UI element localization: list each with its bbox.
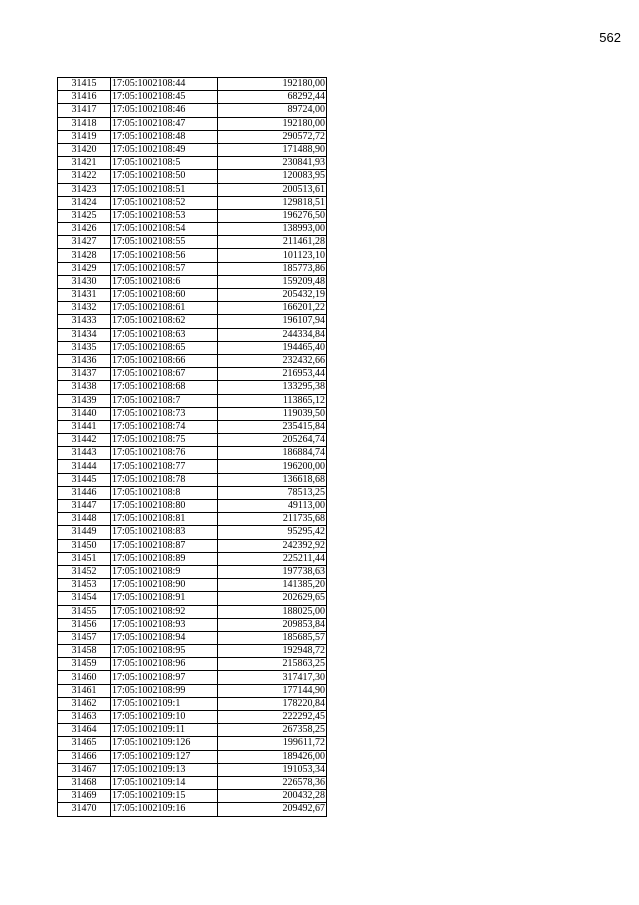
cadastral-code-cell: 17:05:1002109:14 <box>111 776 218 789</box>
amount-cell: 225211,44 <box>218 552 327 565</box>
cadastral-code-cell: 17:05:1002108:5 <box>111 157 218 170</box>
amount-cell: 194465,40 <box>218 341 327 354</box>
table-row <box>58 236 327 249</box>
cadastral-code-cell: 17:05:1002108:96 <box>111 658 218 671</box>
cadastral-code-cell: 17:05:1002108:56 <box>111 249 218 262</box>
table-row <box>58 592 327 605</box>
cadastral-code-cell: 17:05:1002108:57 <box>111 262 218 275</box>
cadastral-code-cell: 17:05:1002108:76 <box>111 447 218 460</box>
amount-cell: 205264,74 <box>218 434 327 447</box>
table-row <box>58 143 327 156</box>
row-number-cell: 31436 <box>58 354 111 367</box>
amount-cell: 211735,68 <box>218 513 327 526</box>
row-number-cell: 31449 <box>58 526 111 539</box>
row-number-cell: 31435 <box>58 341 111 354</box>
amount-cell: 186884,74 <box>218 447 327 460</box>
table-row <box>58 711 327 724</box>
table-row <box>58 539 327 552</box>
table-row <box>58 91 327 104</box>
table-row <box>58 394 327 407</box>
amount-cell: 68292,44 <box>218 91 327 104</box>
amount-cell: 202629,65 <box>218 592 327 605</box>
row-number-cell: 31459 <box>58 658 111 671</box>
row-number-cell: 31447 <box>58 500 111 513</box>
amount-cell: 49113,00 <box>218 500 327 513</box>
cadastral-code-cell: 17:05:1002108:78 <box>111 473 218 486</box>
table-row <box>58 790 327 803</box>
cadastral-code-cell: 17:05:1002108:6 <box>111 275 218 288</box>
row-number-cell: 31417 <box>58 104 111 117</box>
row-number-cell: 31433 <box>58 315 111 328</box>
cadastral-code-cell: 17:05:1002108:73 <box>111 407 218 420</box>
amount-cell: 209853,84 <box>218 618 327 631</box>
row-number-cell: 31431 <box>58 289 111 302</box>
ledger-table-body <box>58 78 327 817</box>
row-number-cell: 31468 <box>58 776 111 789</box>
row-number-cell: 31419 <box>58 130 111 143</box>
row-number-cell: 31437 <box>58 368 111 381</box>
table-row <box>58 104 327 117</box>
table-row <box>58 526 327 539</box>
ledger-table <box>57 77 327 817</box>
cadastral-code-cell: 17:05:1002108:74 <box>111 420 218 433</box>
table-row <box>58 579 327 592</box>
amount-cell: 192948,72 <box>218 645 327 658</box>
cadastral-code-cell: 17:05:1002108:61 <box>111 302 218 315</box>
table-row <box>58 381 327 394</box>
table-row <box>58 196 327 209</box>
row-number-cell: 31444 <box>58 460 111 473</box>
table-row <box>58 315 327 328</box>
row-number-cell: 31457 <box>58 631 111 644</box>
cadastral-code-cell: 17:05:1002108:63 <box>111 328 218 341</box>
row-number-cell: 31470 <box>58 803 111 816</box>
row-number-cell: 31434 <box>58 328 111 341</box>
amount-cell: 222292,45 <box>218 711 327 724</box>
table-row <box>58 78 327 91</box>
table-row <box>58 223 327 236</box>
amount-cell: 141385,20 <box>218 579 327 592</box>
amount-cell: 78513,25 <box>218 486 327 499</box>
cadastral-code-cell: 17:05:1002109:10 <box>111 711 218 724</box>
row-number-cell: 31463 <box>58 711 111 724</box>
cadastral-code-cell: 17:05:1002108:80 <box>111 500 218 513</box>
amount-cell: 197738,63 <box>218 565 327 578</box>
cadastral-code-cell: 17:05:1002109:126 <box>111 737 218 750</box>
row-number-cell: 31460 <box>58 671 111 684</box>
table-row <box>58 341 327 354</box>
row-number-cell: 31416 <box>58 91 111 104</box>
amount-cell: 101123,10 <box>218 249 327 262</box>
amount-cell: 209492,67 <box>218 803 327 816</box>
cadastral-code-cell: 17:05:1002108:94 <box>111 631 218 644</box>
cadastral-code-cell: 17:05:1002108:89 <box>111 552 218 565</box>
table-row <box>58 473 327 486</box>
table-row <box>58 157 327 170</box>
amount-cell: 120083,95 <box>218 170 327 183</box>
row-number-cell: 31456 <box>58 618 111 631</box>
row-number-cell: 31453 <box>58 579 111 592</box>
table-row <box>58 434 327 447</box>
cadastral-code-cell: 17:05:1002108:92 <box>111 605 218 618</box>
cadastral-code-cell: 17:05:1002108:47 <box>111 117 218 130</box>
amount-cell: 200432,28 <box>218 790 327 803</box>
table-row <box>58 763 327 776</box>
cadastral-code-cell: 17:05:1002108:49 <box>111 143 218 156</box>
row-number-cell: 31429 <box>58 262 111 275</box>
table-row <box>58 697 327 710</box>
amount-cell: 89724,00 <box>218 104 327 117</box>
row-number-cell: 31428 <box>58 249 111 262</box>
row-number-cell: 31442 <box>58 434 111 447</box>
amount-cell: 199611,72 <box>218 737 327 750</box>
row-number-cell: 31439 <box>58 394 111 407</box>
amount-cell: 95295,42 <box>218 526 327 539</box>
row-number-cell: 31440 <box>58 407 111 420</box>
row-number-cell: 31455 <box>58 605 111 618</box>
cadastral-code-cell: 17:05:1002108:44 <box>111 78 218 91</box>
amount-cell: 226578,36 <box>218 776 327 789</box>
table-row <box>58 658 327 671</box>
amount-cell: 171488,90 <box>218 143 327 156</box>
cadastral-code-cell: 17:05:1002108:95 <box>111 645 218 658</box>
table-row <box>58 776 327 789</box>
cadastral-code-cell: 17:05:1002108:8 <box>111 486 218 499</box>
table-row <box>58 249 327 262</box>
amount-cell: 216953,44 <box>218 368 327 381</box>
table-row <box>58 420 327 433</box>
row-number-cell: 31465 <box>58 737 111 750</box>
amount-cell: 196107,94 <box>218 315 327 328</box>
table-row <box>58 645 327 658</box>
amount-cell: 200513,61 <box>218 183 327 196</box>
amount-cell: 177144,90 <box>218 684 327 697</box>
table-row <box>58 209 327 222</box>
table-row <box>58 618 327 631</box>
cadastral-code-cell: 17:05:1002108:77 <box>111 460 218 473</box>
amount-cell: 192180,00 <box>218 78 327 91</box>
amount-cell: 189426,00 <box>218 750 327 763</box>
row-number-cell: 31446 <box>58 486 111 499</box>
amount-cell: 138993,00 <box>218 223 327 236</box>
row-number-cell: 31420 <box>58 143 111 156</box>
table-row <box>58 368 327 381</box>
table-row <box>58 684 327 697</box>
amount-cell: 188025,00 <box>218 605 327 618</box>
amount-cell: 317417,30 <box>218 671 327 684</box>
row-number-cell: 31450 <box>58 539 111 552</box>
table-row <box>58 750 327 763</box>
cadastral-code-cell: 17:05:1002108:45 <box>111 91 218 104</box>
table-row <box>58 407 327 420</box>
table-row <box>58 605 327 618</box>
cadastral-code-cell: 17:05:1002108:62 <box>111 315 218 328</box>
row-number-cell: 31451 <box>58 552 111 565</box>
table-row <box>58 552 327 565</box>
cadastral-code-cell: 17:05:1002108:81 <box>111 513 218 526</box>
row-number-cell: 31426 <box>58 223 111 236</box>
cadastral-code-cell: 17:05:1002109:16 <box>111 803 218 816</box>
amount-cell: 192180,00 <box>218 117 327 130</box>
amount-cell: 205432,19 <box>218 289 327 302</box>
row-number-cell: 31415 <box>58 78 111 91</box>
amount-cell: 196200,00 <box>218 460 327 473</box>
row-number-cell: 31462 <box>58 697 111 710</box>
amount-cell: 129818,51 <box>218 196 327 209</box>
amount-cell: 178220,84 <box>218 697 327 710</box>
table-row <box>58 631 327 644</box>
cadastral-code-cell: 17:05:1002108:60 <box>111 289 218 302</box>
row-number-cell: 31432 <box>58 302 111 315</box>
amount-cell: 244334,84 <box>218 328 327 341</box>
amount-cell: 290572,72 <box>218 130 327 143</box>
cadastral-code-cell: 17:05:1002108:99 <box>111 684 218 697</box>
table-row <box>58 262 327 275</box>
row-number-cell: 31454 <box>58 592 111 605</box>
cadastral-code-cell: 17:05:1002109:127 <box>111 750 218 763</box>
table-row <box>58 170 327 183</box>
amount-cell: 185685,57 <box>218 631 327 644</box>
table-row <box>58 737 327 750</box>
amount-cell: 191053,34 <box>218 763 327 776</box>
amount-cell: 159209,48 <box>218 275 327 288</box>
amount-cell: 185773,86 <box>218 262 327 275</box>
amount-cell: 232432,66 <box>218 354 327 367</box>
amount-cell: 215863,25 <box>218 658 327 671</box>
cadastral-code-cell: 17:05:1002109:1 <box>111 697 218 710</box>
cadastral-code-cell: 17:05:1002108:90 <box>111 579 218 592</box>
cadastral-code-cell: 17:05:1002108:93 <box>111 618 218 631</box>
cadastral-code-cell: 17:05:1002108:65 <box>111 341 218 354</box>
table-row <box>58 671 327 684</box>
row-number-cell: 31466 <box>58 750 111 763</box>
cadastral-code-cell: 17:05:1002108:54 <box>111 223 218 236</box>
table-row <box>58 289 327 302</box>
cadastral-code-cell: 17:05:1002109:15 <box>111 790 218 803</box>
row-number-cell: 31423 <box>58 183 111 196</box>
table-row <box>58 302 327 315</box>
table-row <box>58 565 327 578</box>
cadastral-code-cell: 17:05:1002108:97 <box>111 671 218 684</box>
amount-cell: 211461,28 <box>218 236 327 249</box>
table-row <box>58 354 327 367</box>
cadastral-code-cell: 17:05:1002108:46 <box>111 104 218 117</box>
cadastral-code-cell: 17:05:1002108:66 <box>111 354 218 367</box>
row-number-cell: 31469 <box>58 790 111 803</box>
amount-cell: 166201,22 <box>218 302 327 315</box>
cadastral-code-cell: 17:05:1002108:91 <box>111 592 218 605</box>
amount-cell: 230841,93 <box>218 157 327 170</box>
cadastral-code-cell: 17:05:1002109:11 <box>111 724 218 737</box>
cadastral-code-cell: 17:05:1002108:87 <box>111 539 218 552</box>
cadastral-code-cell: 17:05:1002109:13 <box>111 763 218 776</box>
row-number-cell: 31443 <box>58 447 111 460</box>
table-row <box>58 513 327 526</box>
cadastral-code-cell: 17:05:1002108:9 <box>111 565 218 578</box>
row-number-cell: 31438 <box>58 381 111 394</box>
row-number-cell: 31464 <box>58 724 111 737</box>
row-number-cell: 31445 <box>58 473 111 486</box>
row-number-cell: 31424 <box>58 196 111 209</box>
row-number-cell: 31458 <box>58 645 111 658</box>
row-number-cell: 31425 <box>58 209 111 222</box>
table-row <box>58 275 327 288</box>
amount-cell: 242392,92 <box>218 539 327 552</box>
cadastral-code-cell: 17:05:1002108:68 <box>111 381 218 394</box>
cadastral-code-cell: 17:05:1002108:53 <box>111 209 218 222</box>
amount-cell: 136618,68 <box>218 473 327 486</box>
row-number-cell: 31422 <box>58 170 111 183</box>
row-number-cell: 31461 <box>58 684 111 697</box>
row-number-cell: 31418 <box>58 117 111 130</box>
page-number: 562 <box>599 30 621 45</box>
table-row <box>58 724 327 737</box>
cadastral-code-cell: 17:05:1002108:51 <box>111 183 218 196</box>
row-number-cell: 31421 <box>58 157 111 170</box>
cadastral-code-cell: 17:05:1002108:75 <box>111 434 218 447</box>
cadastral-code-cell: 17:05:1002108:55 <box>111 236 218 249</box>
table-row <box>58 130 327 143</box>
row-number-cell: 31448 <box>58 513 111 526</box>
table-row <box>58 486 327 499</box>
amount-cell: 235415,84 <box>218 420 327 433</box>
amount-cell: 133295,38 <box>218 381 327 394</box>
amount-cell: 267358,25 <box>218 724 327 737</box>
table-row <box>58 328 327 341</box>
table-row <box>58 447 327 460</box>
cadastral-code-cell: 17:05:1002108:83 <box>111 526 218 539</box>
cadastral-code-cell: 17:05:1002108:48 <box>111 130 218 143</box>
amount-cell: 119039,50 <box>218 407 327 420</box>
cadastral-code-cell: 17:05:1002108:50 <box>111 170 218 183</box>
row-number-cell: 31441 <box>58 420 111 433</box>
table-row <box>58 117 327 130</box>
cadastral-code-cell: 17:05:1002108:67 <box>111 368 218 381</box>
cadastral-code-cell: 17:05:1002108:7 <box>111 394 218 407</box>
amount-cell: 196276,50 <box>218 209 327 222</box>
table-row <box>58 460 327 473</box>
row-number-cell: 31430 <box>58 275 111 288</box>
cadastral-code-cell: 17:05:1002108:52 <box>111 196 218 209</box>
row-number-cell: 31452 <box>58 565 111 578</box>
table-row <box>58 500 327 513</box>
row-number-cell: 31427 <box>58 236 111 249</box>
row-number-cell: 31467 <box>58 763 111 776</box>
table-row <box>58 183 327 196</box>
amount-cell: 113865,12 <box>218 394 327 407</box>
table-row <box>58 803 327 816</box>
